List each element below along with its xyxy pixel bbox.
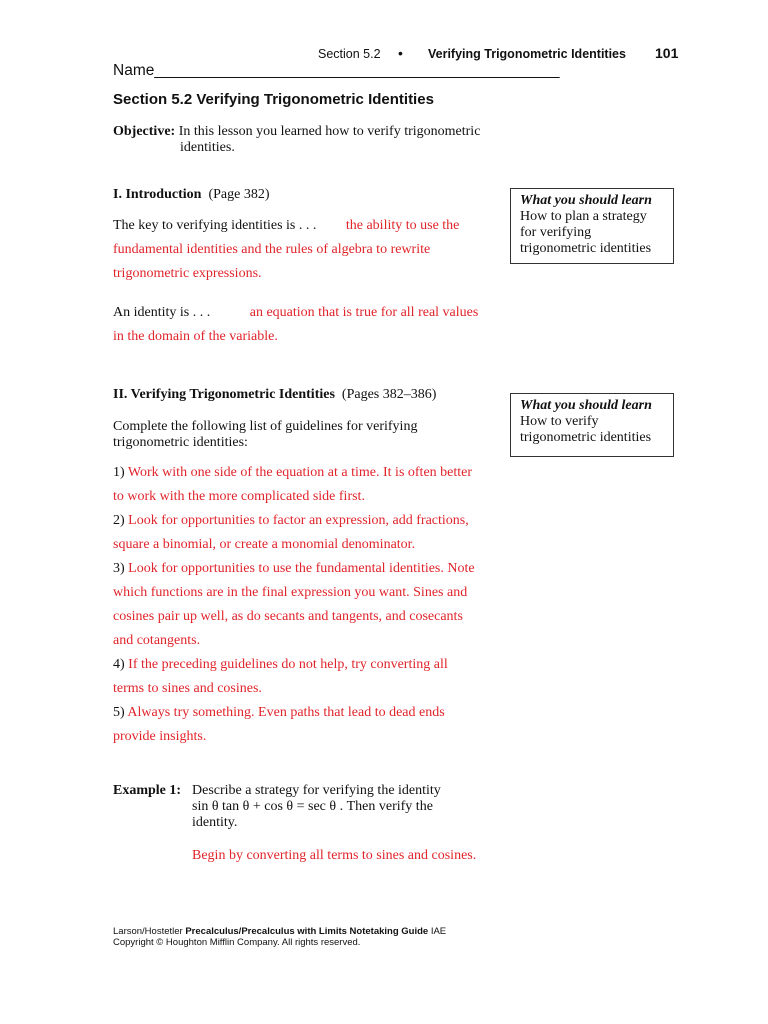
example-1-line-2-tail: . Then verify the (339, 799, 433, 814)
learn-box-1-line-2: for verifying (520, 225, 592, 240)
objective-text-2: identities. (180, 140, 235, 155)
learn-box-2-title: What you should learn (520, 398, 652, 413)
guideline-3-cont-3: and cotangents. (113, 633, 201, 648)
identity-definition (113, 301, 483, 349)
footer-copyright: Copyright © Houghton Mifflin Company. All rights reserved. (113, 937, 361, 948)
verifying-heading (113, 387, 436, 403)
identity-answer-2: in the domain of the variable. (113, 329, 278, 344)
page-number: 101 (655, 45, 679, 61)
footer-book: Precalculus/Precalculus with Limits Notetaking Guide (185, 926, 429, 937)
running-header-title: Verifying Trigonometric Identities (428, 47, 626, 61)
example-1-line-3: identity. (192, 815, 238, 830)
key-prompt: The key to verifying identities is . . . (113, 218, 317, 233)
intro-heading-pages: (Page 382) (208, 187, 270, 202)
name-field-line: Name_______________________________________________ (113, 62, 560, 79)
footer-authors: Larson/Hostetler (113, 926, 183, 937)
objective-text-1: In this lesson you learned how to verify trigonometric (178, 124, 481, 139)
guidelines-prompt-1: Complete the following list of guidelines for verifying (113, 419, 418, 434)
verifying-heading-text: II. Verifying Trigonometric Identities (113, 387, 335, 402)
guideline-2: 2) Look for opportunities to factor an expression, add fractions, (113, 513, 469, 528)
guideline-4: 4) If the preceding guidelines do not help, try converting all (113, 657, 448, 672)
footer-edition: IAE (430, 926, 447, 937)
key-answer-3: trigonometric expressions. (113, 266, 262, 281)
intro-heading (113, 187, 269, 203)
footer (113, 926, 446, 948)
learn-box-1-title: What you should learn (520, 193, 652, 208)
learn-box-2 (510, 393, 674, 457)
guideline-3-cont-1: which functions are in the final expression you want. Sines and (113, 585, 468, 600)
example-1-label: Example 1: (113, 783, 182, 798)
objective (113, 124, 493, 156)
verifying-heading-pages: (Pages 382–386) (341, 387, 437, 402)
example-1-line-1: Describe a strategy for verifying the identity (192, 783, 441, 798)
example-1-line-2 (192, 799, 492, 815)
guideline-1-cont: to work with the more complicated side first. (113, 489, 365, 504)
guideline-1: 1) Work with one side of the equation at a time. It is often better (113, 465, 473, 480)
learn-box-1-line-3: trigonometric identities (520, 241, 652, 256)
guideline-3: 3) Look for opportunities to use the fundamental identities. Note (113, 561, 475, 576)
section-title: Section 5.2 Verifying Trigonometric Identities (113, 91, 434, 108)
key-answer-2: fundamental identities and the rules of algebra to rewrite (113, 242, 431, 257)
guidelines-prompt-2: trigonometric identities: (113, 435, 248, 450)
identity-prompt: An identity is . . . (113, 305, 211, 320)
example-1-text (192, 783, 492, 831)
example-1-answer: Begin by converting all terms to sines and cosines. (192, 848, 477, 863)
intro-heading-text: I. Introduction (113, 187, 202, 202)
guideline-4-cont: terms to sines and cosines. (113, 681, 262, 696)
guideline-2-cont: square a binomial, or create a monomial denominator. (113, 537, 416, 552)
objective-label: Objective: (113, 124, 176, 139)
example-1-identity: sin θ tan θ + cos θ = sec θ (192, 799, 337, 814)
learn-box-1-line-1: How to plan a strategy (520, 209, 647, 224)
guideline-3-cont-2: cosines pair up well, as do secants and tangents, and cosecants (113, 609, 463, 624)
guideline-5-cont: provide insights. (113, 729, 207, 744)
learn-box-2-line-1: How to verify (520, 414, 599, 429)
learn-box-1 (510, 188, 674, 264)
guidelines-prompt (113, 419, 493, 451)
identity-answer-1: an equation that is true for all real values (249, 305, 479, 320)
running-header-bullet: • (398, 45, 403, 61)
guidelines-list (113, 461, 483, 749)
key-to-verifying (113, 214, 483, 286)
key-answer-1: the ability to use the (345, 218, 460, 233)
learn-box-2-line-2: trigonometric identities (520, 430, 652, 445)
running-header-section: Section 5.2 (318, 47, 381, 61)
guideline-5: 5) Always try something. Even paths that lead to dead ends (113, 705, 445, 720)
